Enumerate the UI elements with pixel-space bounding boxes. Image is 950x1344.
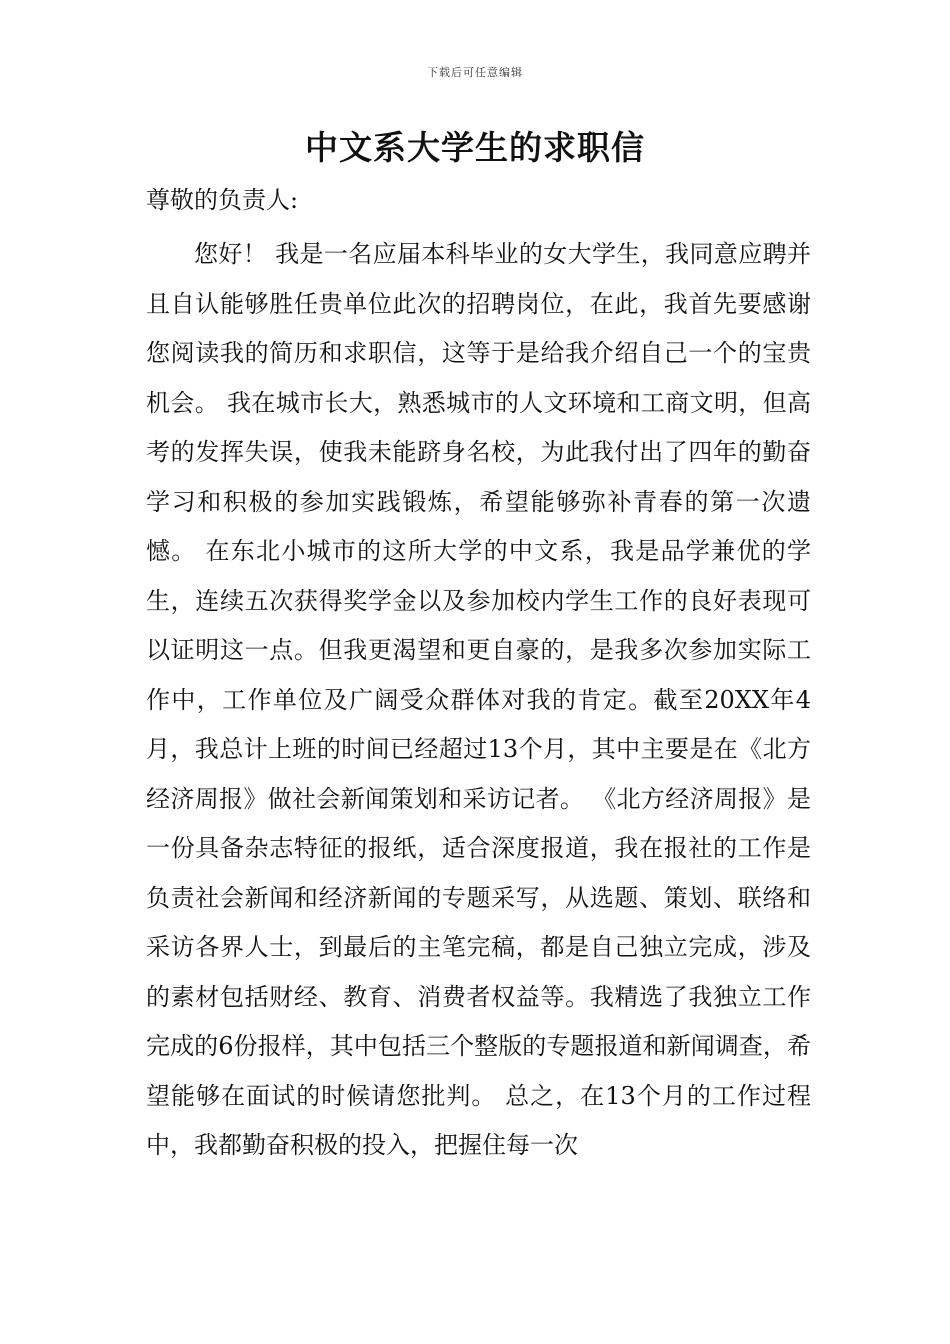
document-title: 中文系大学生的求职信 xyxy=(305,128,645,167)
letter-body: 您好！ 我是一名应届本科毕业的女大学生，我同意应聘并且自认能够胜任贵单位此次的招聘岗位，在此，我首先要感谢您阅读我的简历和求职信，这等于是给我介绍自己一个的宝贵机会。 我在城市长大，熟悉城市的人文环境和工商文明，但高考的发挥失误，使我未能跻身名校，为此我付出了四年的勤奋学习和积极的参加实践锻炼，希望能够弥补青春的第一次遗憾。 在东北小城市的这所大学的中文系，我是品学兼优的学生，连续五次获得奖学金以及参加校内学生工作的良好表现可以证明这一点。但我更渴望和更自豪的，是我多次参加实际工作中，工作单位及广阔受众群体对我的肯定。截至20XX年4月，我总计上班的时间已经超过13个月，其中主要是在《北方经济周报》做社会新闻策划和采访记者。 《北方经济周报》是一份具备杂志特征的报纸，适合深度报道，我在报社的工作是负责社会新闻和经济新闻的专题采写，从选题、策划、联络和采访各界人士，到最后的主笔完稿，都是自己独立完成，涉及的素材包括财经、教育、消费者权益等。我精选了我独立工作完成的6份报样，其中包括三个整版的专题报道和新闻调查，希望能够在面试的时候请您批判。 总之，在13个月的工作过程中，我都勤奋积极的投入，把握住每一次 xyxy=(146,240,811,1159)
salutation: 尊敬的负责人: xyxy=(146,186,299,214)
header-note: 下载后可任意编辑 xyxy=(427,66,523,79)
